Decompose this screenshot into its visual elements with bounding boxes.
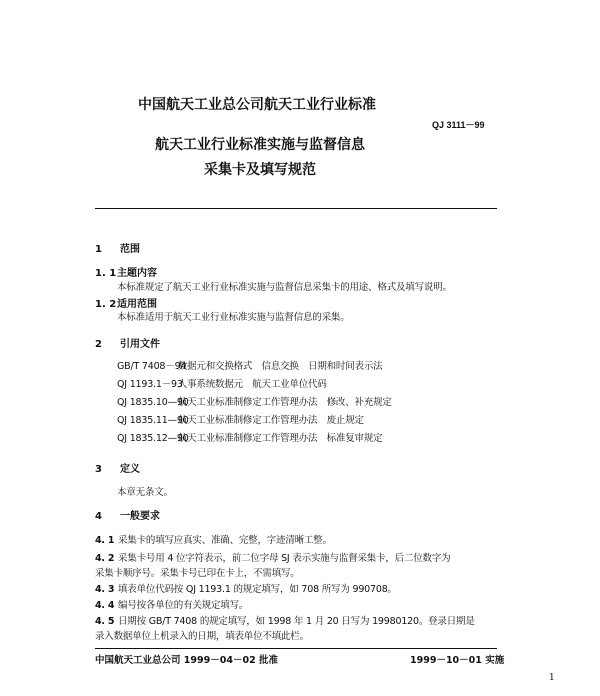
reference-title: 航天工业标准制修定工作管理办法 修改、补充规定 — [177, 397, 392, 408]
requirement-item — [95, 613, 475, 627]
reference-item — [117, 376, 327, 390]
reference-item — [117, 358, 382, 372]
document-title-line1: 航天工业行业标准实施与监督信息 — [155, 137, 365, 153]
section-number: 1 — [95, 244, 102, 255]
reference-title: 人事系统数据元 航天工业单位代码 — [177, 379, 327, 390]
item-text: 编号按各单位的有关规定填写。 — [118, 600, 249, 611]
requirement-item — [95, 597, 248, 611]
reference-item — [117, 430, 382, 444]
section-3-heading — [95, 460, 140, 475]
reference-title: 航天工业标准制修定工作管理办法 废止规定 — [177, 415, 364, 426]
reference-item — [117, 412, 364, 426]
section-title: 定义 — [120, 464, 140, 475]
item-text: 填表单位代码按 QJ 1193.1 的规定填写，如 708 所写为 990708。 — [118, 584, 397, 595]
subsection-1-2-text: 本标准适用于航天工业行业标准实施与监督信息的采集。 — [117, 312, 350, 323]
requirement-item — [95, 550, 450, 564]
section-title: 范围 — [120, 244, 140, 255]
subsection-number: 1. 2 — [95, 299, 117, 310]
subsection-1-1-heading — [95, 264, 157, 279]
section-title: 引用文件 — [120, 339, 160, 350]
subsection-1-2-heading — [95, 295, 157, 310]
reference-code: QJ 1835.12—90 — [117, 433, 189, 444]
section-title: 一般要求 — [120, 511, 160, 522]
issuing-organization: 中国航天工业总公司航天工业行业标准 — [138, 97, 376, 113]
section-3-text: 本章无条文。 — [117, 487, 173, 498]
item-text: 采集卡的填写应真实、准确、完整，字迹清晰工整。 — [118, 535, 332, 546]
subsection-number: 1. 1 — [95, 268, 117, 279]
section-4-heading — [95, 507, 160, 522]
header-divider — [95, 208, 497, 209]
item-number: 4. 2 — [95, 553, 115, 564]
standard-code: QJ 3111－99 — [432, 120, 485, 130]
implementation-date: 1999－10－01 实施 — [410, 655, 505, 666]
item-text-continuation: 采集卡顺序号。采集卡号已印在卡上，不需填写。 — [95, 568, 300, 579]
reference-title: 数据元和交换格式 信息交换 日期和时间表示法 — [177, 361, 383, 372]
subsection-title: 主题内容 — [117, 268, 157, 279]
reference-code: QJ 1835.11—90 — [117, 415, 189, 426]
footer-divider — [95, 648, 497, 649]
document-title-line2: 采集卡及填写规范 — [204, 162, 316, 178]
item-text: 日期按 GB/T 7408 的规定填写，如 1998 年 1 月 20 日写为 19980120。登录日期是 — [118, 616, 475, 627]
item-text: 采集卡号用 4 位字符表示，前二位字母 SJ 表示实施与监督采集卡，后二位数字为 — [118, 553, 451, 564]
section-number: 4 — [95, 511, 102, 522]
subsection-1-1-text: 本标准规定了航天工业行业标准实施与监督信息采集卡的用途、格式及填写说明。 — [117, 282, 452, 293]
reference-code: GB/T 7408－94 — [117, 361, 187, 372]
reference-code: QJ 1193.1－93 — [117, 379, 183, 390]
reference-item — [117, 394, 392, 408]
reference-title: 航天工业标准制修定工作管理办法 标准复审规定 — [177, 433, 383, 444]
subsection-title: 适用范围 — [117, 299, 157, 310]
section-number: 3 — [95, 464, 102, 475]
reference-code: QJ 1835.10—90 — [117, 397, 189, 408]
approval-date: 中国航天工业总公司 1999－04－02 批准 — [95, 655, 278, 666]
requirement-item — [95, 581, 397, 595]
item-number: 4. 5 — [95, 616, 115, 627]
item-number: 4. 3 — [95, 584, 115, 595]
requirement-item — [95, 532, 332, 546]
section-2-heading — [95, 335, 160, 350]
section-number: 2 — [95, 339, 102, 350]
section-1-heading — [95, 240, 140, 255]
item-number: 4. 4 — [95, 600, 115, 611]
item-text-continuation: 录入数据单位上机录入的日期，填表单位不填此栏。 — [95, 631, 309, 642]
item-number: 4. 1 — [95, 535, 115, 546]
page-number: 1 — [549, 673, 555, 683]
